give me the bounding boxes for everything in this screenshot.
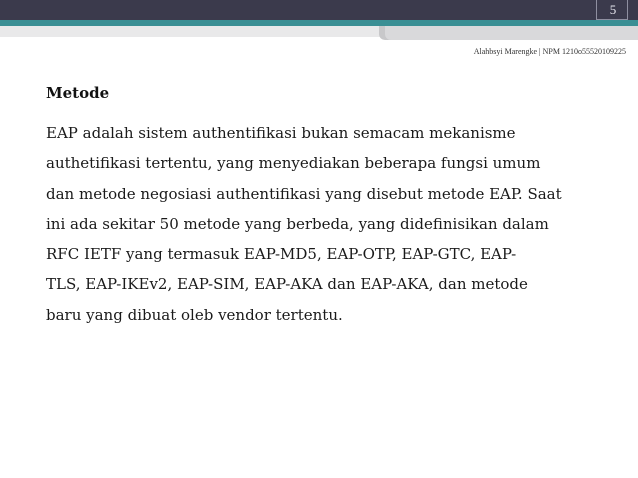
header-tab-decoration <box>379 26 638 40</box>
header-band-dark <box>0 0 638 20</box>
body-line-2: authetifikasi tertentu, yang menyediakan beberapa fungsi umum <box>46 154 541 173</box>
body-line-6: TLS, EAP-IKEv2, EAP-SIM, EAP-AKA dan EAP-AKA, dan metode <box>46 275 528 294</box>
body-line-4: ini ada sekitar 50 metode yang berbeda, yang didefinisikan dalam <box>46 214 549 233</box>
body-line-3: dan metode negosiasi authentifikasi yang disebut metode EAP. Saat <box>46 184 562 203</box>
page-number-box <box>596 0 628 20</box>
body-line-5: RFC IETF yang termasuk EAP-MD5, EAP-OTP, EAP-GTC, EAP- <box>46 245 517 264</box>
body-paragraph <box>46 118 598 330</box>
slide-title: Metode <box>46 84 110 102</box>
header-author-credit: Alahbsyi Marengke | NPM 1210o55520109225 <box>473 47 626 56</box>
body-line-7: baru yang dibuat oleb vendor tertentu. <box>46 305 343 324</box>
body-line-1: EAP adalah sistem authentifikasi bukan semacam mekanisme <box>46 124 516 142</box>
page-number: 5 <box>609 2 617 17</box>
